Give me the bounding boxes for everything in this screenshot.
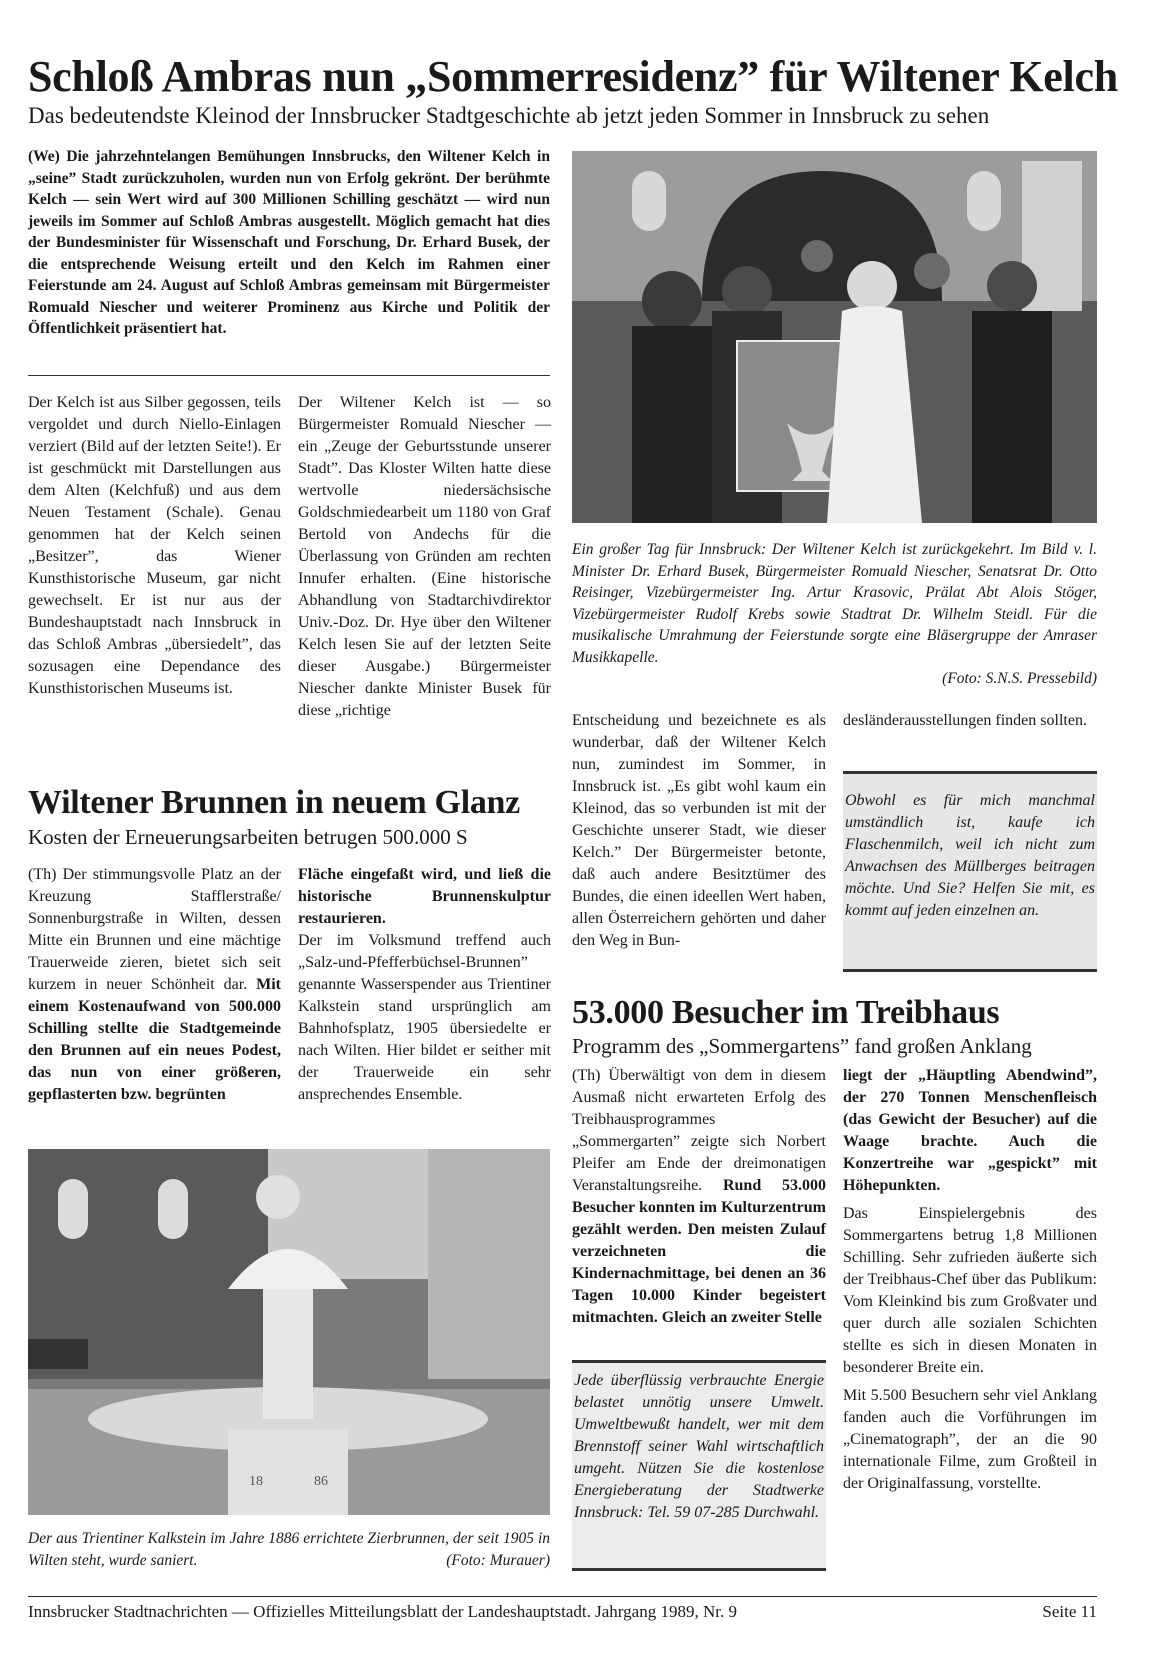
kelch-ceremony-photo [572,151,1097,523]
article-subheadline-treibhaus: Programm des „Sommergartens” fand großen Anklang [572,1034,1032,1058]
article-body-brunnen-col2-bold: Fläche eingefaßt wird, und ließ die historische Brunnenskulptur restaurieren. [298,866,551,927]
fountain-photo-credit: (Foto: Murauer) [446,1551,550,1569]
article-body-treibhaus-col2-bold: liegt der „Häuptling Abendwind”, der 270 Tonnen Menschenfleisch (das Gewicht der Besucher) auf die Waage brachte. Auch die Konzertreihe war „gespickt” mit Höhepunkten. [843,1067,1097,1194]
environment-notice-milk-text: Obwohl es für mich manchmal umständlich ist, kaufe ich Flaschenmilch, weil ich nicht zum Anwachsen des Müllberges beitragen möchte. Und Sie? Helfen Sie mit, es kommt auf jeden einzelnen an. [845,792,1095,919]
footer-rule [28,1596,1097,1597]
article-body-treibhaus-col2-p2: Das Einspielergebnis des Sommergartens betrug 1,8 Millionen Schilling. Sehr zufrieden äußerte sich der Treibhaus-Chef über das Publikum: Vom Kleinkind bis zum Großvater und quer durch alle sozialen Schichten stellte es sich in diesen Monaten in besonderer Breite ein. [843,1205,1097,1376]
article-body-brunnen-col2 [298,864,551,1106]
article-subheadline-brunnen: Kosten der Erneuerungsarbeiten betrugen 500.000 S [28,825,468,849]
article-subheadline-kelch: Das bedeutendste Kleinod der Innsbrucker Stadtgeschichte ab jetzt jeden Sommer in Innsbruck zu sehen [28,103,990,128]
article-headline-treibhaus: 53.000 Besucher im Treibhaus [572,994,1000,1031]
fountain-illustration [28,1149,550,1515]
fountain-photo-caption [28,1528,550,1571]
article-body-treibhaus-col1-plain: (Th) Überwältigt von dem in diesem Ausmaß nicht erwarteten Erfolg des Treibhausprogrammes „Sommergarten” zeigte sich Norbert Pleifer am Ende der dreimonatigen Veranstaltungsreihe. [572,1067,826,1194]
kelch-photo-caption-text: Ein großer Tag für Innsbruck: Der Wiltener Kelch ist zurückgekehrt. Im Bild v. l. Minister Dr. Erhard Busek, Bürgermeister Romuald Niescher, Senatsrat Dr. Otto Reisinger, Vizebürgermeister Ing. Artur Krasovic, Prälat Abt Alois Stöger, Vizebürgermeister Rudolf Krebs sowie Stadtrat Dr. Wilhelm Steidl. Für die musikalische Umrahmung der Feierstunde sorgte eine Bläsergruppe der Amraser Musikkapelle. [572,541,1097,666]
fountain-photo-caption-text: Der aus Trientiner Kalkstein im Jahre 1886 errichtete Zierbrunnen, der seit 1905 in Wilten steht, wurde saniert. [28,1530,550,1569]
article-headline-kelch: Schloß Ambras nun „Sommerresidenz” für Wiltener Kelch [28,52,1118,101]
environment-notice-energy-text: Jede überflüssig verbrauchte Energie belastet unnötig unsere Umwelt. Umweltbewußt handelt, wer mit dem Brennstoff seiner Wahl wirtschaftlich umgeht. Nützen Sie die kostenlose Energieberatung der Stadtwerke Innsbruck: Tel. 59 07-285 Durchwahl. [574,1372,824,1521]
kelch-ceremony-illustration [572,151,1097,523]
article-body-kelch-col2: Der Wiltener Kelch ist — so Bürgermeister Romuald Niescher — ein „Zeuge der Geburtsstunde unserer Stadt”. Das Kloster Wilten hatte diese wertvolle niedersächsische Goldschmiedearbeit um 1180 von Graf Bertold von Andechs für die Überlassung von Gründen am rechten Innufer erhalten. (Eine historische Abhandlung von Stadtarchivdirektor Univ.-Doz. Dr. Hye über den Wiltener Kelch lesen Sie auf der letzten Seite dieser Ausgabe.) Bürgermeister Niescher dankte Minister Busek für diese „richtige [298,394,551,719]
article-body-treibhaus-col2-p3: Mit 5.500 Besuchern sehr viel Anklang fanden auch die Vorführungen im „Cinematograph”, der an die 90 internationale Filme, zum Großteil in der Originalfassung, vorstellte. [843,1387,1097,1492]
footer-publication: Innsbrucker Stadtnachrichten — Offizielles Mitteilungsblatt der Landeshauptstadt. Jahrgang 1989, Nr. 9 [28,1602,737,1621]
environment-notice-milk [843,771,1097,972]
article-body-kelch-col4: desländerausstellungen finden sollten. [843,712,1087,729]
article-body-brunnen-col1-bold: Mit einem Kostenaufwand von 500.000 Schilling stellte die Stadtgemeinde den Brunnen auf ein neues Podest, das nun von einer größeren, gepflasterten bzw. begrünten [28,976,281,1103]
article-body-treibhaus-col1-bold: Rund 53.000 Besucher konnten im Kulturzentrum gezählt werden. Den meisten Zulauf verzeichneten die Kindernachmittage, bei denen an 36 Tagen 10.000 Kinder begeistert mitmachten. Gleich an zweiter Stelle [572,1177,826,1326]
article-body-brunnen-col2-plain: Der im Volksmund treffend auch „Salz-und-Pfefferbüchsel-Brunnen” genannte Wasserspender aus Trientiner Kalkstein stand ursprünglich am Bahnhofsplatz, 1905 übersiedelte er nach Wilten. Hier bildet er seither mit der Trauerweide ein sehr ansprechendes Ensemble. [298,932,551,1103]
article-body-kelch-col1: Der Kelch ist aus Silber gegossen, teils vergoldet und durch Niello-Einlagen verziert (Bild auf der letzten Seite!). Er ist geschmückt mit Darstellungen aus dem Alten (Kelchfuß) und aus dem Neuen Testament (Schale). Genau genommen hat der Kelch seinen „Besitzer”, das Wiener Kunsthistorische Museum, gar nicht gewechselt. Er ist nur aus der Bundeshauptstadt nach Innsbruck in das Schloß Ambras „übersiedelt”, das sozusagen eine Dependance des Kunsthistorischen Museums ist. [28,394,281,697]
fountain-year-right: 86 [314,1474,328,1489]
article-body-brunnen-col1-plain: (Th) Der stimmungsvolle Platz an der Kreuzung Stafflerstraße/ Sonnenburgstraße in Wilten, dessen Mitte ein Brunnen und eine mächtige Trauerweide zieren, bietet sich seit kurzem in neuer Schönheit dar. [28,866,281,993]
footer-page-number: Seite 11 [1042,1602,1097,1621]
fountain-photo [28,1149,550,1515]
environment-notice-energy [572,1360,826,1571]
article-lead-kelch: (We) Die jahrzehntelangen Bemühungen Innsbrucks, den Wiltener Kelch in „seine” Stadt zurückzuholen, wurden nun von Erfolg gekrönt. Der berühmte Kelch — sein Wert wird auf 300 Millionen Schilling geschätzt — wird nun jeweils im Sommer auf Schloß Ambras ausgestellt. Möglich gemacht hat dies der Bundesminister für Wissenschaft und Forschung, Dr. Erhard Busek, der die entsprechende Weisung erteilt und den Kelch im Rahmen einer Feierstunde am 24. August auf Schloß Ambras gemeinsam mit Bürgermeister Romuald Niescher und weiterer Prominenz aus Kirche und Politik der Öffentlichkeit präsentiert hat. [28,148,550,337]
fountain-year-left: 18 [249,1474,263,1489]
kelch-photo-caption [572,539,1097,690]
divider [28,375,550,376]
article-body-treibhaus-col2 [843,1065,1097,1495]
article-headline-brunnen: Wiltener Brunnen in neuem Glanz [28,784,520,821]
article-body-brunnen-col1 [28,864,281,1106]
article-body-treibhaus-col1 [572,1065,826,1329]
article-body-kelch-col3: Entscheidung und bezeichnete es als wunderbar, daß der Wiltener Kelch nun, zumindest im Sommer, in Innsbruck ist. „Es gibt wohl kaum ein Kleinod, das so verbunden ist mit der Geschichte unserer Stadt, wie dieser Kelch.” Der Bürgermeister betonte, daß auch andere Besitztümer des Bundes, die einen ideellen Wert haben, allen Österreichern gehörten und daher den Weg in Bun- [572,712,826,949]
kelch-photo-credit: (Foto: S.N.S. Pressebild) [942,670,1097,687]
